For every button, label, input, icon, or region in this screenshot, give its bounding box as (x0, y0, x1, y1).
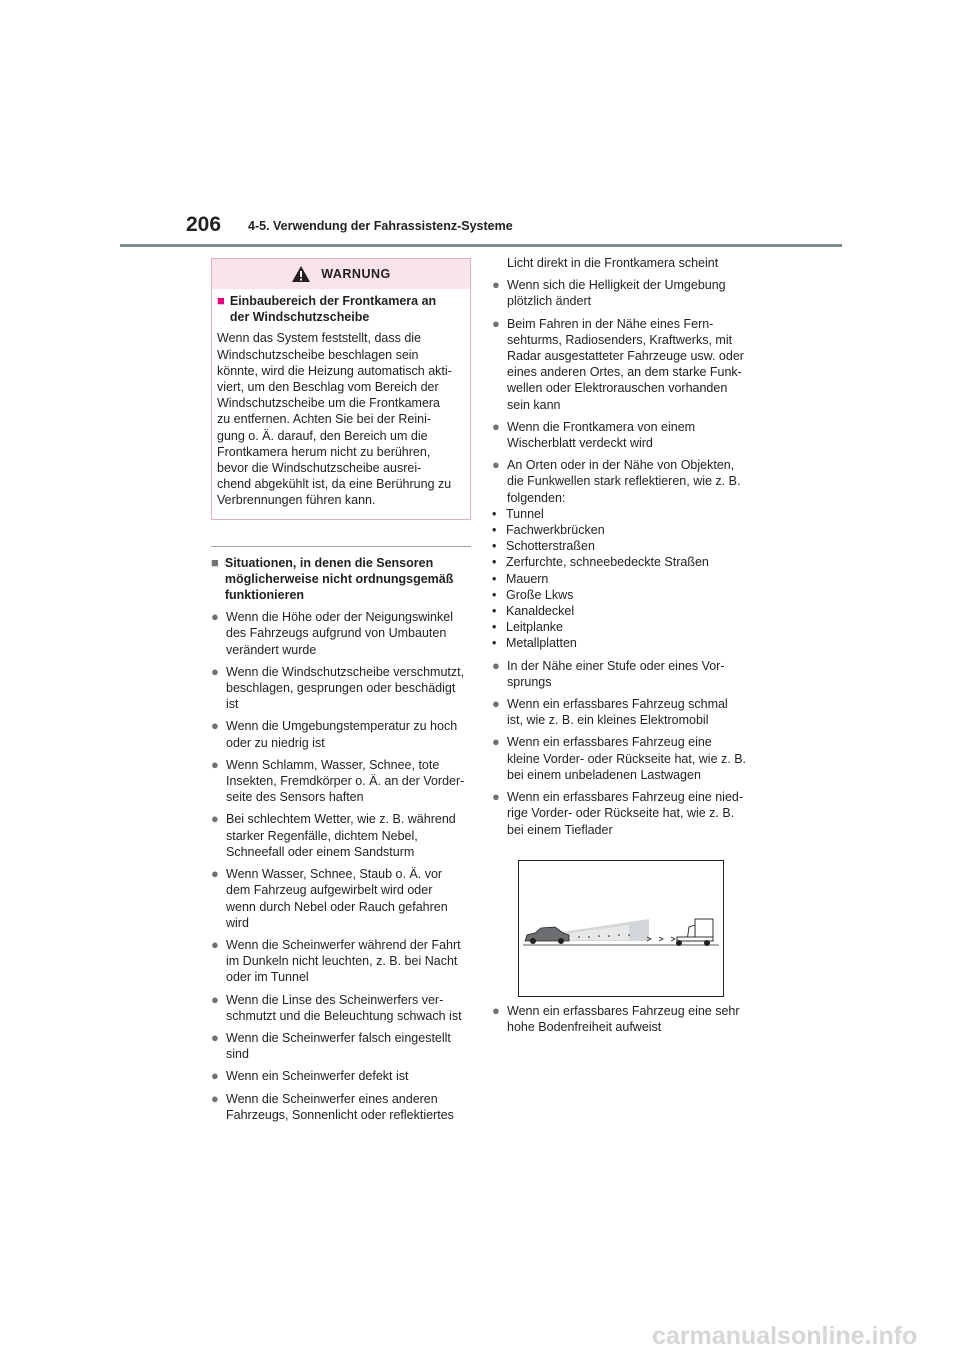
circle-bullet-icon: ● (492, 418, 500, 434)
sublist-item: • Leitplanke (492, 620, 563, 635)
circle-bullet-icon: ● (492, 1002, 500, 1018)
objects-sublist (492, 506, 757, 652)
section-title: 4-5. Verwendung der Fahrassistenz-Systeme (248, 219, 513, 233)
dot-marker-icon: • (492, 555, 497, 570)
continued-text: Licht direkt in die Frontkamera scheint (507, 256, 719, 270)
sublist-item: • Schotterstraßen (492, 539, 595, 554)
circle-bullet-icon: ● (211, 1068, 219, 1084)
sublist-item: • Kanaldeckel (492, 604, 575, 619)
list-item: ● Wenn ein erfassbares Fahrzeug eine sehr hohe Bodenfreiheit aufweist (492, 1002, 740, 1034)
circle-bullet-icon: ● (211, 756, 219, 772)
circle-bullet-icon: ● (211, 991, 219, 1007)
list-item: ● Wenn die Scheinwerfer eines anderen Fahrzeugs, Sonnenlicht oder reflektiertes (211, 1090, 454, 1122)
warning-box (211, 258, 471, 520)
list-item: ● Wenn ein erfassbares Fahrzeug schmal ist, wie z. B. ein kleines Elektromobil (492, 696, 728, 728)
circle-bullet-icon: ● (492, 277, 500, 293)
list-item: ● In der Nähe einer Stufe oder eines Vor- sprungs (492, 657, 725, 689)
header-rule (120, 244, 842, 247)
right-bullet-list-b (492, 658, 757, 838)
list-item: ● Wenn die Scheinwerfer falsch eingestellt sind (211, 1029, 451, 1062)
list-item: ● Wenn die Höhe oder der Neigungswinkel des Fahrzeugs aufgrund von Umbauten verändert wurde (211, 609, 453, 657)
topic-heading: ■ Situationen, in denen die Sensoren möglicherweise nicht ordnungsgemäß funktionieren (211, 554, 454, 603)
circle-bullet-icon: ● (211, 609, 219, 625)
circle-bullet-icon: ● (211, 1090, 219, 1106)
dot-marker-icon: • (492, 620, 497, 635)
page-number: 206 (186, 213, 222, 236)
list-item: ● Wenn die Umgebungstemperatur zu hoch oder zu niedrig ist (211, 718, 458, 750)
list-item: ● Wenn Schlamm, Wasser, Schnee, tote Insekten, Fremdkörper o. Ä. an der Vorder- seite des Sensors haften (211, 756, 465, 805)
circle-bullet-icon: ● (211, 866, 219, 882)
dot-marker-icon: • (492, 604, 497, 619)
square-bullet-icon: ■ (217, 293, 225, 308)
warning-body (212, 289, 470, 519)
section-divider (211, 546, 471, 547)
circle-bullet-icon: ● (211, 1029, 219, 1045)
circle-bullet-icon: ● (492, 657, 500, 673)
circle-bullet-icon: ● (211, 936, 219, 952)
circle-bullet-icon: ● (492, 734, 500, 750)
list-item: ● Bei schlechtem Wetter, wie z. B. während starker Regenfälle, dichtem Nebel, Schneefall oder einem Sandsturm (211, 811, 456, 859)
circle-bullet-icon: ● (492, 789, 500, 805)
list-item: ● Wenn ein erfassbares Fahrzeug eine nied- rige Vorder- oder Rückseite hat, wie z. B. bei einem Tieflader (492, 789, 744, 837)
dot-marker-icon: • (492, 506, 497, 521)
warning-triangle-icon (291, 265, 311, 283)
warning-subheading: ■ Einbaubereich der Frontkamera an der Windschutzscheibe (217, 293, 437, 325)
list-item: ● Wenn Wasser, Schnee, Staub o. Ä. vor dem Fahrzeug aufgewirbelt wird oder wenn durch Nebel oder Rauch gefahren wird (211, 866, 448, 930)
sublist-item: • Zerfurchte, schneebedeckte Straßen (492, 555, 709, 570)
circle-bullet-icon: ● (211, 663, 219, 679)
left-column (211, 258, 471, 1123)
right-bullet-list-a (492, 277, 757, 451)
circle-bullet-icon: ● (492, 696, 500, 712)
list-item: ● Beim Fahren in der Nähe eines Fern- sehturms, Radiosenders, Kraftwerks, mit Radar ausgestatteter Fahrzeuge usw. oder eines anderen Ortes, an dem starke Funk- wellen oder Elektrorauschen vorhanden sein kann (492, 315, 744, 412)
warning-title: WARNUNG (321, 266, 391, 281)
dot-marker-icon: • (492, 636, 497, 651)
sublist-item: • Tunnel (492, 506, 544, 521)
list-item: ● Wenn ein erfassbares Fahrzeug eine kleine Vorder- oder Rückseite hat, wie z. B. bei einem unbeladenen Lastwagen (492, 734, 747, 782)
sublist-item: • Fachwerkbrücken (492, 523, 605, 538)
car-and-truck-illustration (519, 861, 723, 996)
list-item: ● Wenn ein Scheinwerfer defekt ist (211, 1068, 409, 1084)
circle-bullet-icon: ● (211, 811, 219, 827)
list-item: ● Wenn die Scheinwerfer während der Fahrt im Dunkeln nicht leuchten, z. B. bei Nacht oder im Tunnel (211, 936, 461, 985)
watermark: carmanualsonline.info (652, 1322, 918, 1350)
warning-header (212, 259, 470, 289)
dot-marker-icon: • (492, 539, 497, 554)
circle-bullet-icon: ● (492, 457, 500, 473)
list-item: ● An Orten oder in der Nähe von Objekten, die Funkwellen stark reflektieren, wie z. B. folgenden: (492, 457, 741, 505)
left-bullet-list (211, 609, 471, 1123)
circle-bullet-icon: ● (492, 315, 500, 331)
circle-bullet-icon: ● (211, 718, 219, 734)
dot-marker-icon: • (492, 571, 497, 586)
square-bullet-icon: ■ (211, 554, 219, 570)
dot-marker-icon: • (492, 523, 497, 538)
vehicle-detection-figure (518, 860, 724, 997)
sublist-item: • Mauern (492, 571, 549, 586)
list-item: ● Wenn die Linse des Scheinwerfers ver- schmutzt und die Beleuchtung schwach ist (211, 991, 462, 1023)
warning-text: Wenn das System feststellt, dass die Windschutzscheibe beschlagen sein könnte, wird die Heizung automatisch akti- viert, um den Beschlag vom Bereich der Windschutzscheibe um die Frontkamera zu entfernen. Achten Sie bei der Reini- gung o. Ä. darauf, den Bereich um die Frontkamera herum nicht zu berühren, bevor die Windschutzscheibe ausrei- chend abgekühlt ist, da eine Berührung zu Verbrennungen führen kann. (217, 331, 452, 508)
list-item: ● Wenn sich die Helligkeit der Umgebung plötzlich ändert (492, 277, 726, 309)
right-column (492, 255, 757, 1035)
dot-marker-icon: • (492, 587, 497, 602)
list-item: ● Wenn die Windschutzscheibe verschmutzt, beschlagen, gesprungen oder beschädigt ist (211, 663, 465, 712)
sublist-item: • Große Lkws (492, 587, 574, 602)
sublist-item: • Metallplatten (492, 636, 577, 651)
list-item: ● Wenn die Frontkamera von einem Wischerblatt verdeckt wird (492, 418, 696, 451)
